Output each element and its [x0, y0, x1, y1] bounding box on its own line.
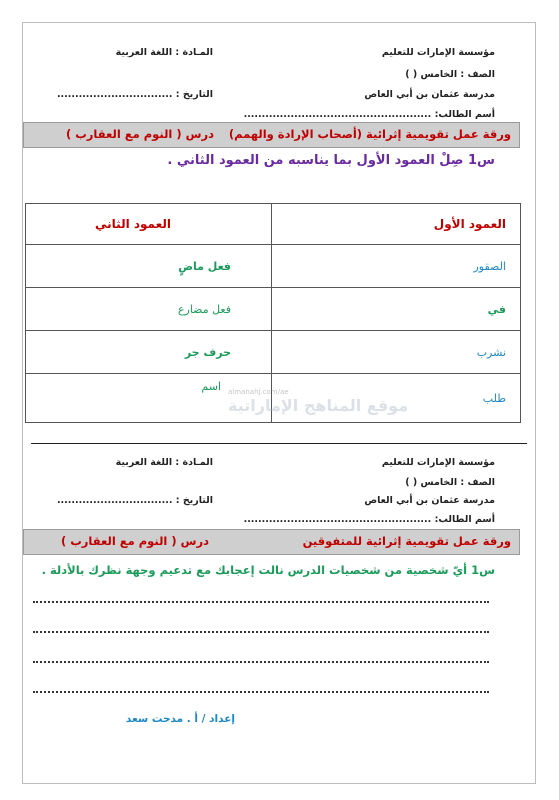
column-1-header: العمود الأول — [272, 204, 521, 245]
worksheet-title: ورقة عمل تقويمية إثرائية للمتفوقين — [302, 534, 511, 548]
lesson-title: درس ( النوم مع العقارب ) — [65, 127, 214, 141]
table-row — [26, 245, 521, 288]
column-1-cell: الصقور — [272, 245, 521, 288]
lesson-title: درس ( النوم مع العقارب ) — [60, 534, 209, 548]
column-2-cell: فعل ماضٍ — [26, 245, 272, 288]
school-name: مدرسة عثمان بن أبي العاص — [364, 495, 495, 506]
column-2-cell: اسم — [26, 374, 272, 423]
student-name-field: أسم الطالب: .................................................... — [243, 109, 495, 120]
watermark-logo: موقع المناهج الإماراتية — [228, 396, 409, 415]
watermark — [228, 388, 408, 415]
answer-line — [33, 691, 489, 693]
table-row — [26, 288, 521, 331]
answer-line — [33, 631, 489, 633]
worksheet-page — [22, 22, 536, 784]
watermark-url: almanahj.com/ae — [228, 388, 289, 396]
date-label: التاريخ : ................................ — [56, 495, 213, 506]
institution-name: مؤسسة الإمارات للتعليم — [381, 47, 495, 58]
column-2-cell: حرف جر — [26, 331, 272, 374]
answer-line — [33, 661, 489, 663]
worksheet-title-banner — [23, 122, 520, 148]
subject-label: المـادة : اللغة العربية — [115, 457, 213, 468]
question-2: س1 أيّ شخصية من شخصيات الدرس نالت إعجابك مع تدعيم وجهة نظرك بالأدلة . — [41, 563, 495, 577]
subject-label: المـادة : اللغة العربية — [115, 47, 213, 58]
school-name: مدرسة عثمان بن أبي العاص — [364, 89, 495, 100]
column-1-cell: في — [272, 288, 521, 331]
author-credit: إعداد / أ . مدحت سعد — [125, 713, 235, 725]
table-row — [26, 331, 521, 374]
column-1-cell: نشرب — [272, 331, 521, 374]
section-divider — [31, 443, 527, 444]
column-2-header: العمود الثاني — [26, 204, 272, 245]
column-1-cell: طلب — [272, 374, 521, 423]
column-2-cell: فعل مضارع — [26, 288, 272, 331]
student-name-field: أسم الطالب: .................................................... — [243, 514, 495, 525]
table-header-row — [26, 204, 521, 245]
grade-label: الصف : الخامس ( ) — [405, 477, 495, 488]
question-1: س1 صِلْ العمود الأول بما يناسبه من العمود الثاني . — [167, 153, 495, 168]
date-label: التاريخ : ................................ — [56, 89, 213, 100]
answer-line — [33, 601, 489, 603]
worksheet-title: ورقة عمل تقويمية إثرائية (أصحاب الإرادة والهمم) — [228, 127, 511, 141]
grade-label: الصف : الخامس ( ) — [405, 69, 495, 80]
institution-name: مؤسسة الإمارات للتعليم — [381, 457, 495, 468]
worksheet-title-banner — [23, 529, 520, 555]
